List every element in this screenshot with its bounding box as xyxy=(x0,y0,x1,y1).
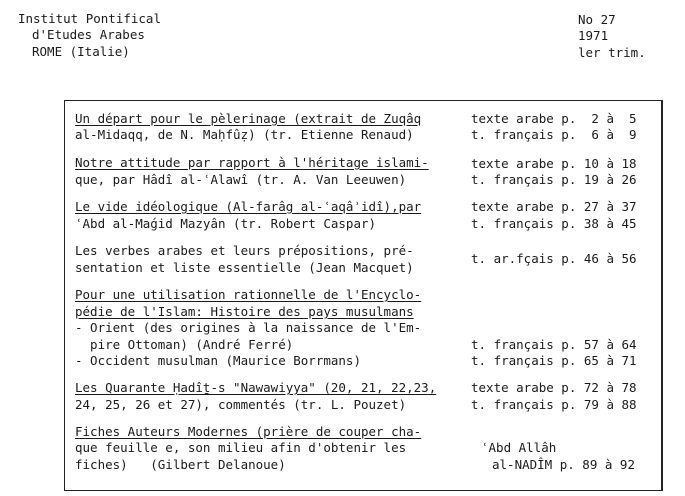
institute-subtitle: d'Etudes Arabes xyxy=(32,27,145,42)
entry-title: Les verbes arabes et leurs prépositions, pré- xyxy=(75,243,414,258)
entry-line: al-Midaqq, de N. Maḥfûẓ) (tr. Etienne Renaud) xyxy=(75,127,414,142)
entry-title: Le vide idéologique (Al-farâg al-ʿaqâʾidî),par xyxy=(75,199,422,214)
entry-line: pire Ottoman) (André Ferré) xyxy=(75,337,294,352)
entry-line: ʿAbd al-Maǵid Mazyân (tr. Robert Caspar) xyxy=(75,216,377,231)
entry-line: que, par Hâdî al-ʿAlawî (tr. A. Van Leeuwen) xyxy=(75,172,407,187)
entry-title: Fiches Auteurs Modernes (prière de couper cha- xyxy=(75,424,422,439)
page-reference: al-NADÎM p. 89 à 92 xyxy=(492,457,635,472)
page-reference: t. français p. 57 à 64 xyxy=(471,337,637,352)
page-reference: texte arabe p. 27 à 37 xyxy=(471,199,637,214)
entry-line: - Orient (des origines à la naissance de l'Em- xyxy=(75,320,422,335)
issue-quarter: ler trim. xyxy=(578,45,646,60)
page-reference: t. français p. 38 à 45 xyxy=(471,216,637,231)
entry-title: Pour une utilisation rationnelle de l'Encyclo- xyxy=(75,287,422,302)
page-reference: t. français p. 19 à 26 xyxy=(471,172,637,187)
page-reference: t. français p. 6 à 9 xyxy=(471,127,637,142)
issue-number: No 27 xyxy=(578,12,616,27)
entry-title: Un départ pour le pèlerinage (extrait de Zuqâq xyxy=(75,111,422,126)
entry-line: sentation et liste essentielle (Jean Macquet) xyxy=(75,260,414,275)
entry-line: pédie de l'Islam: Histoire des pays musulmans xyxy=(75,304,414,319)
page-reference: t. français p. 65 à 71 xyxy=(471,353,637,368)
issue-year: 1971 xyxy=(578,28,609,43)
entry-line: - Occident musulman (Maurice Borrmans) xyxy=(75,353,361,368)
entry-title: Les Quarante Ḥadîṯ-s "Nawawiyya" (20, 21, 22,23, xyxy=(75,380,437,395)
page-reference: texte arabe p. 72 à 78 xyxy=(471,380,637,395)
author-name: ʿAbd Allâh xyxy=(481,440,557,455)
entry-title: Notre attitude par rapport à l'héritage islami- xyxy=(75,155,429,170)
page-reference: texte arabe p. 10 à 18 xyxy=(471,156,637,171)
entry-line: fiches) (Gilbert Delanoue) xyxy=(75,457,286,472)
page-reference: t. ar.fçais p. 46 à 56 xyxy=(471,251,637,266)
page-reference: texte arabe p. 2 à 5 xyxy=(471,111,637,126)
page-reference: t. français p. 79 à 88 xyxy=(471,397,637,412)
institute-location: ROME (Italie) xyxy=(32,44,130,59)
entry-line: que feuille e, son milieu afin d'obtenir les xyxy=(75,440,407,455)
entry-line: 24, 25, 26 et 27), commentés (tr. L. Pouzet) xyxy=(75,397,407,412)
institute-name: Institut Pontifical xyxy=(18,11,161,26)
